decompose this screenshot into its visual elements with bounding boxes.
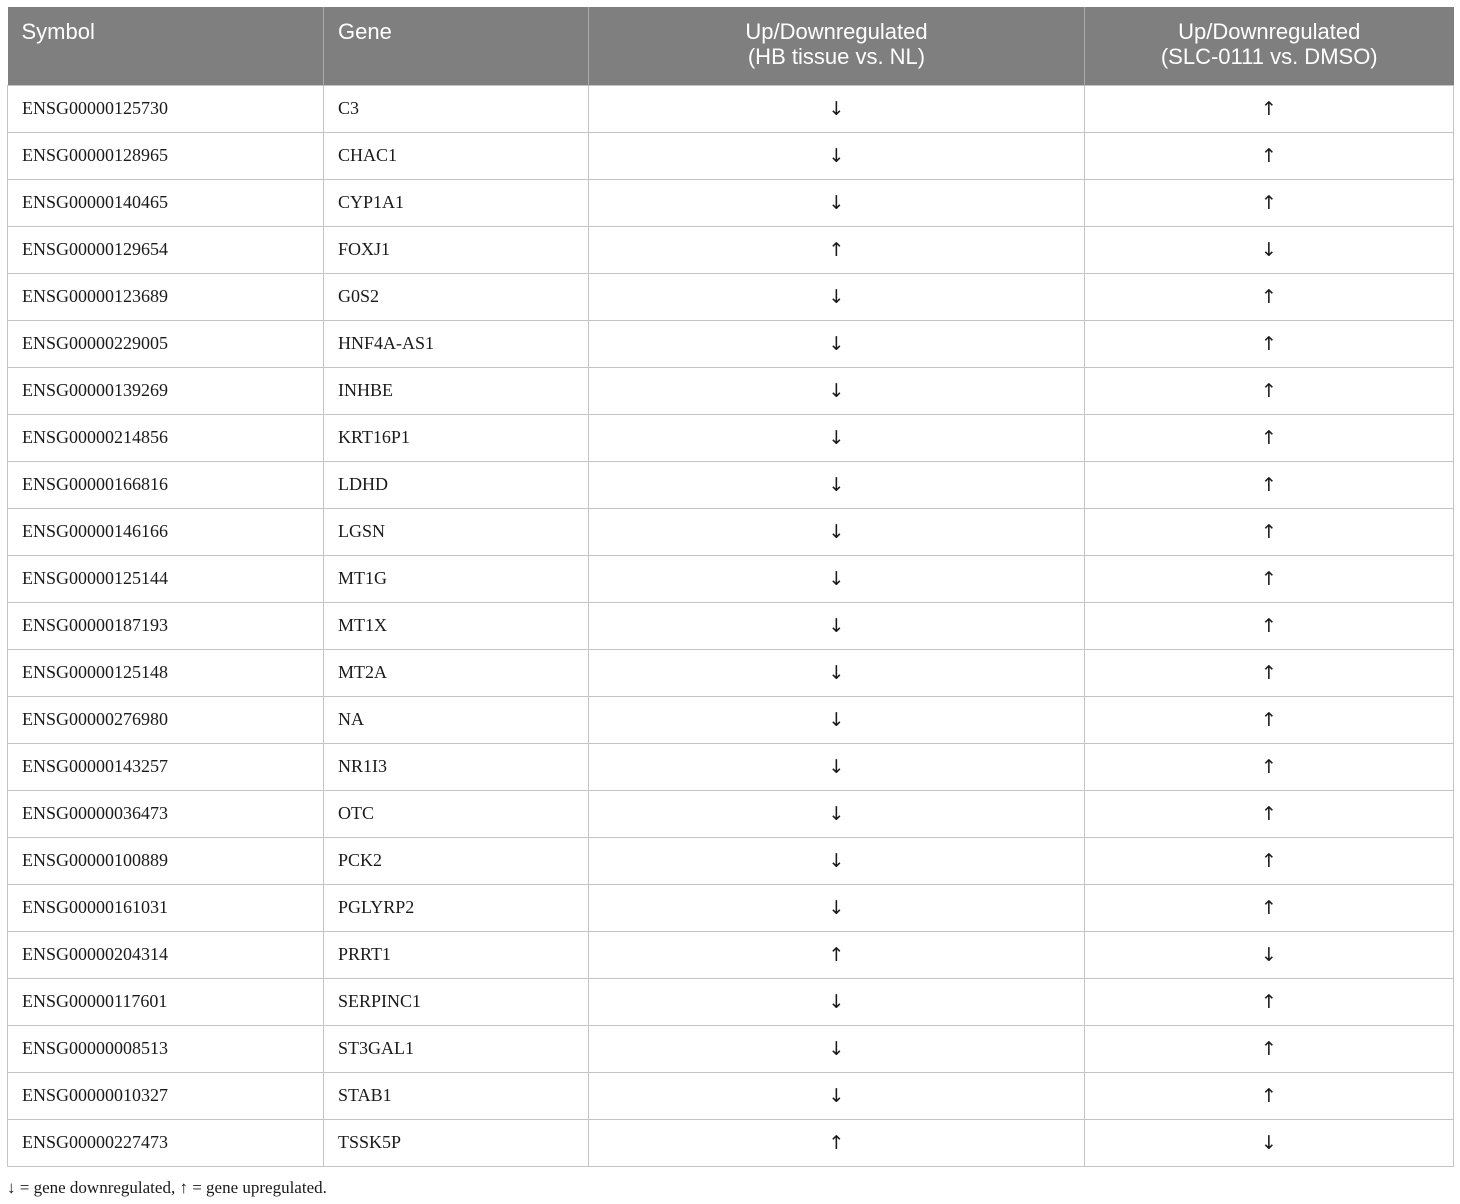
cell-slc-vs-dmso: ↑ [1085, 179, 1454, 226]
cell-symbol: ENSG00000117601 [8, 978, 324, 1025]
cell-symbol: ENSG00000139269 [8, 367, 324, 414]
table-row [8, 367, 1454, 414]
table-row [8, 414, 1454, 461]
cell-hb-vs-nl: ↓ [589, 132, 1085, 179]
cell-symbol: ENSG00000187193 [8, 602, 324, 649]
header-hb-vs-nl-line1: Up/Downregulated [745, 19, 928, 44]
cell-slc-vs-dmso: ↑ [1085, 414, 1454, 461]
table-row [8, 85, 1454, 132]
table-row [8, 1072, 1454, 1119]
cell-symbol: ENSG00000125144 [8, 555, 324, 602]
header-slc-vs-dmso-line2: (SLC-0111 vs. DMSO) [1160, 44, 1378, 69]
cell-symbol: ENSG00000128965 [8, 132, 324, 179]
cell-symbol: ENSG00000143257 [8, 743, 324, 790]
cell-symbol: ENSG00000161031 [8, 884, 324, 931]
cell-hb-vs-nl: ↓ [589, 414, 1085, 461]
cell-gene: HNF4A-AS1 [324, 320, 589, 367]
cell-slc-vs-dmso: ↓ [1085, 931, 1454, 978]
cell-gene: MT1X [324, 602, 589, 649]
cell-gene: SERPINC1 [324, 978, 589, 1025]
cell-slc-vs-dmso: ↑ [1085, 320, 1454, 367]
cell-gene: MT1G [324, 555, 589, 602]
cell-symbol: ENSG00000229005 [8, 320, 324, 367]
cell-slc-vs-dmso: ↑ [1085, 555, 1454, 602]
table-row [8, 602, 1454, 649]
header-row [8, 7, 1454, 85]
cell-hb-vs-nl: ↓ [589, 555, 1085, 602]
cell-gene: FOXJ1 [324, 226, 589, 273]
cell-hb-vs-nl: ↓ [589, 837, 1085, 884]
cell-hb-vs-nl: ↓ [589, 602, 1085, 649]
cell-hb-vs-nl: ↓ [589, 790, 1085, 837]
table-row [8, 179, 1454, 226]
cell-symbol: ENSG00000036473 [8, 790, 324, 837]
cell-gene: C3 [324, 85, 589, 132]
cell-hb-vs-nl: ↑ [589, 1119, 1085, 1166]
table-row [8, 1119, 1454, 1166]
cell-slc-vs-dmso: ↑ [1085, 978, 1454, 1025]
cell-hb-vs-nl: ↓ [589, 179, 1085, 226]
table-row [8, 884, 1454, 931]
header-symbol-line1: Symbol [21, 19, 95, 44]
cell-hb-vs-nl: ↓ [589, 649, 1085, 696]
cell-slc-vs-dmso: ↑ [1085, 790, 1454, 837]
cell-symbol: ENSG00000125730 [8, 85, 324, 132]
cell-gene: CYP1A1 [324, 179, 589, 226]
cell-slc-vs-dmso: ↓ [1085, 226, 1454, 273]
header-slc-vs-dmso-line1: Up/Downregulated [1178, 19, 1361, 44]
table-row [8, 978, 1454, 1025]
cell-symbol: ENSG00000008513 [8, 1025, 324, 1072]
cell-gene: STAB1 [324, 1072, 589, 1119]
cell-gene: TSSK5P [324, 1119, 589, 1166]
table-row [8, 555, 1454, 602]
cell-slc-vs-dmso: ↑ [1085, 508, 1454, 555]
header-hb-vs-nl [589, 7, 1085, 85]
table-row [8, 320, 1454, 367]
table-row [8, 1025, 1454, 1072]
cell-hb-vs-nl: ↓ [589, 508, 1085, 555]
cell-symbol: ENSG00000227473 [8, 1119, 324, 1166]
cell-hb-vs-nl: ↓ [589, 978, 1085, 1025]
cell-hb-vs-nl: ↓ [589, 461, 1085, 508]
cell-slc-vs-dmso: ↑ [1085, 837, 1454, 884]
cell-slc-vs-dmso: ↑ [1085, 132, 1454, 179]
cell-symbol: ENSG00000140465 [8, 179, 324, 226]
cell-symbol: ENSG00000166816 [8, 461, 324, 508]
header-slc-vs-dmso [1085, 7, 1454, 85]
table-footnote: ↓ = gene downregulated, ↑ = gene upregulated. [7, 1178, 327, 1197]
cell-slc-vs-dmso: ↑ [1085, 602, 1454, 649]
cell-gene: CHAC1 [324, 132, 589, 179]
cell-gene: NA [324, 696, 589, 743]
cell-hb-vs-nl: ↓ [589, 320, 1085, 367]
table-body [8, 85, 1454, 1166]
cell-symbol: ENSG00000129654 [8, 226, 324, 273]
cell-slc-vs-dmso: ↑ [1085, 884, 1454, 931]
cell-symbol: ENSG00000204314 [8, 931, 324, 978]
table-row [8, 273, 1454, 320]
cell-hb-vs-nl: ↓ [589, 85, 1085, 132]
table-row [8, 790, 1454, 837]
cell-gene: ST3GAL1 [324, 1025, 589, 1072]
cell-gene: PGLYRP2 [324, 884, 589, 931]
cell-gene: NR1I3 [324, 743, 589, 790]
cell-hb-vs-nl: ↓ [589, 1072, 1085, 1119]
table-row [8, 508, 1454, 555]
header-gene [324, 7, 589, 85]
table-header [8, 7, 1454, 85]
cell-hb-vs-nl: ↓ [589, 696, 1085, 743]
cell-symbol: ENSG00000276980 [8, 696, 324, 743]
cell-gene: MT2A [324, 649, 589, 696]
gene-regulation-table [7, 7, 1454, 1167]
cell-gene: INHBE [324, 367, 589, 414]
cell-slc-vs-dmso: ↑ [1085, 696, 1454, 743]
cell-slc-vs-dmso: ↑ [1085, 1072, 1454, 1119]
cell-slc-vs-dmso: ↑ [1085, 85, 1454, 132]
cell-gene: LGSN [324, 508, 589, 555]
cell-hb-vs-nl: ↓ [589, 273, 1085, 320]
cell-hb-vs-nl: ↓ [589, 1025, 1085, 1072]
header-symbol [8, 7, 324, 85]
cell-symbol: ENSG00000123689 [8, 273, 324, 320]
cell-slc-vs-dmso: ↑ [1085, 273, 1454, 320]
cell-slc-vs-dmso: ↑ [1085, 649, 1454, 696]
table-row [8, 743, 1454, 790]
table-row [8, 461, 1454, 508]
cell-hb-vs-nl: ↓ [589, 367, 1085, 414]
cell-slc-vs-dmso: ↑ [1085, 367, 1454, 414]
cell-hb-vs-nl: ↑ [589, 931, 1085, 978]
table-row [8, 931, 1454, 978]
header-hb-vs-nl-line2: (HB tissue vs. NL) [747, 44, 926, 69]
cell-symbol: ENSG00000010327 [8, 1072, 324, 1119]
cell-gene: OTC [324, 790, 589, 837]
cell-gene: PCK2 [324, 837, 589, 884]
table-row [8, 696, 1454, 743]
gene-regulation-table-container [7, 7, 1453, 1167]
cell-symbol: ENSG00000214856 [8, 414, 324, 461]
table-row [8, 226, 1454, 273]
cell-gene: LDHD [324, 461, 589, 508]
cell-slc-vs-dmso: ↑ [1085, 1025, 1454, 1072]
table-row [8, 837, 1454, 884]
cell-slc-vs-dmso: ↑ [1085, 743, 1454, 790]
cell-symbol: ENSG00000100889 [8, 837, 324, 884]
table-row [8, 132, 1454, 179]
cell-slc-vs-dmso: ↑ [1085, 461, 1454, 508]
cell-hb-vs-nl: ↓ [589, 743, 1085, 790]
cell-hb-vs-nl: ↓ [589, 884, 1085, 931]
header-gene-line1: Gene [338, 19, 392, 44]
cell-gene: G0S2 [324, 273, 589, 320]
cell-gene: PRRT1 [324, 931, 589, 978]
cell-hb-vs-nl: ↑ [589, 226, 1085, 273]
table-row [8, 649, 1454, 696]
cell-symbol: ENSG00000125148 [8, 649, 324, 696]
cell-slc-vs-dmso: ↓ [1085, 1119, 1454, 1166]
cell-symbol: ENSG00000146166 [8, 508, 324, 555]
cell-gene: KRT16P1 [324, 414, 589, 461]
